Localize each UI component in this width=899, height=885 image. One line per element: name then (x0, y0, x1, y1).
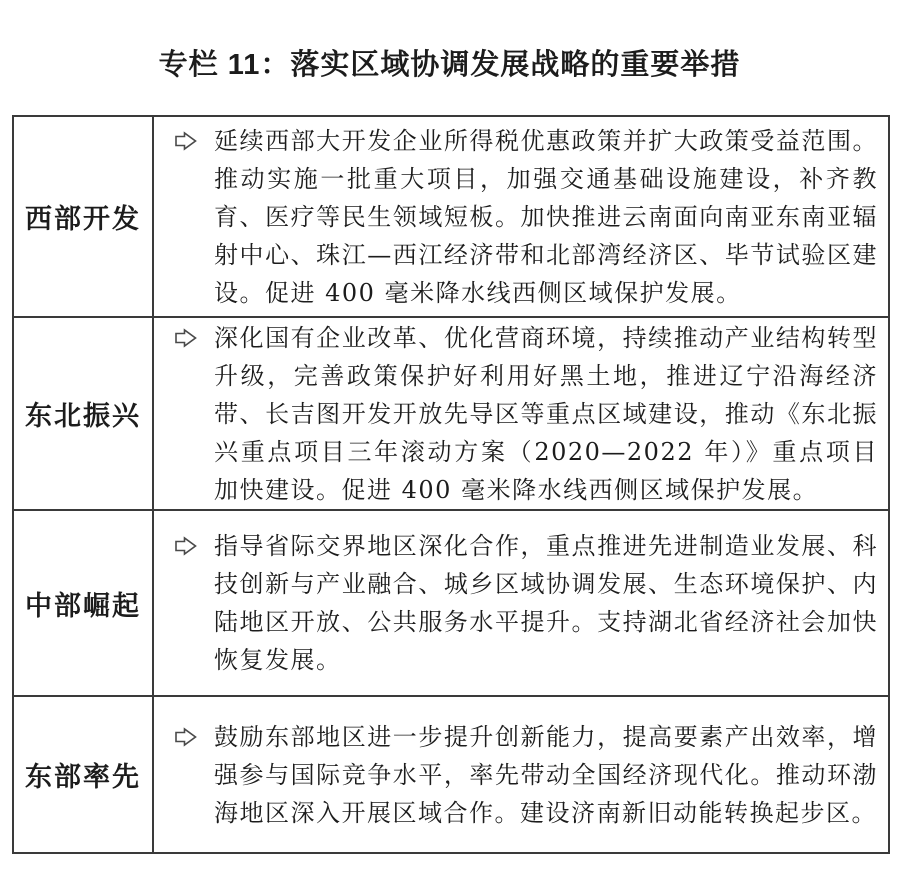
row-text: 鼓励东部地区进一步提升创新能力，提高要素产出效率，增强参与国际竞争水平，率先带动全国经济现代化。推动环渤海地区深入开展区域合作。建设济南新旧动能转换起步区。 (214, 722, 878, 827)
measures-table (12, 115, 890, 854)
table-row (14, 695, 888, 852)
table-row (14, 117, 888, 316)
row-label: 中部崛起 (25, 590, 141, 621)
right-arrow-icon (174, 536, 198, 556)
row-label-cell (14, 318, 154, 509)
right-arrow-icon (174, 328, 198, 348)
row-content-cell (154, 117, 888, 316)
table-row (14, 509, 888, 695)
row-text: 指导省际交界地区深化合作，重点推进先进制造业发展、科技创新与产业融合、城乡区域协调发展、生态环境保护、内陆地区开放、公共服务水平提升。支持湖北省经济社会加快恢复发展。 (214, 532, 878, 674)
row-text: 深化国有企业改革、优化营商环境，持续推动产业结构转型升级，完善政策保护好利用好黑土地，推进辽宁沿海经济带、长吉图开发开放先导区等重点区域建设，推动《东北振兴重点项目三年滚动方案（2020—2022 年）》重点项目加快建设。促进 400 毫米降水线西侧区域保护发展。 (214, 323, 878, 504)
row-label: 东北振兴 (25, 401, 141, 431)
row-content (154, 718, 878, 832)
row-content-cell (154, 697, 888, 852)
row-content (154, 527, 878, 679)
row-label: 西部开发 (25, 204, 141, 234)
row-content-cell (154, 318, 888, 509)
row-label-cell (14, 511, 154, 695)
row-content (154, 122, 878, 312)
row-content (154, 319, 878, 509)
row-label-cell (14, 117, 154, 316)
right-arrow-icon (174, 131, 198, 151)
right-arrow-icon (174, 727, 198, 747)
row-text: 延续西部大开发企业所得税优惠政策并扩大政策受益范围。推动实施一批重大项目，加强交通基础设施建设，补齐教育、医疗等民生领域短板。加快推进云南面向南亚东南亚辐射中心、珠江—西江经济带和北部湾经济区、毕节试验区建设。促进 400 毫米降水线西侧区域保护发展。 (214, 126, 878, 307)
page-title: 专栏 11：落实区域协调发展战略的重要举措 (158, 49, 741, 81)
row-content-cell (154, 511, 888, 695)
table-row (14, 316, 888, 509)
row-label-cell (14, 697, 154, 852)
row-label: 东部率先 (25, 762, 141, 792)
